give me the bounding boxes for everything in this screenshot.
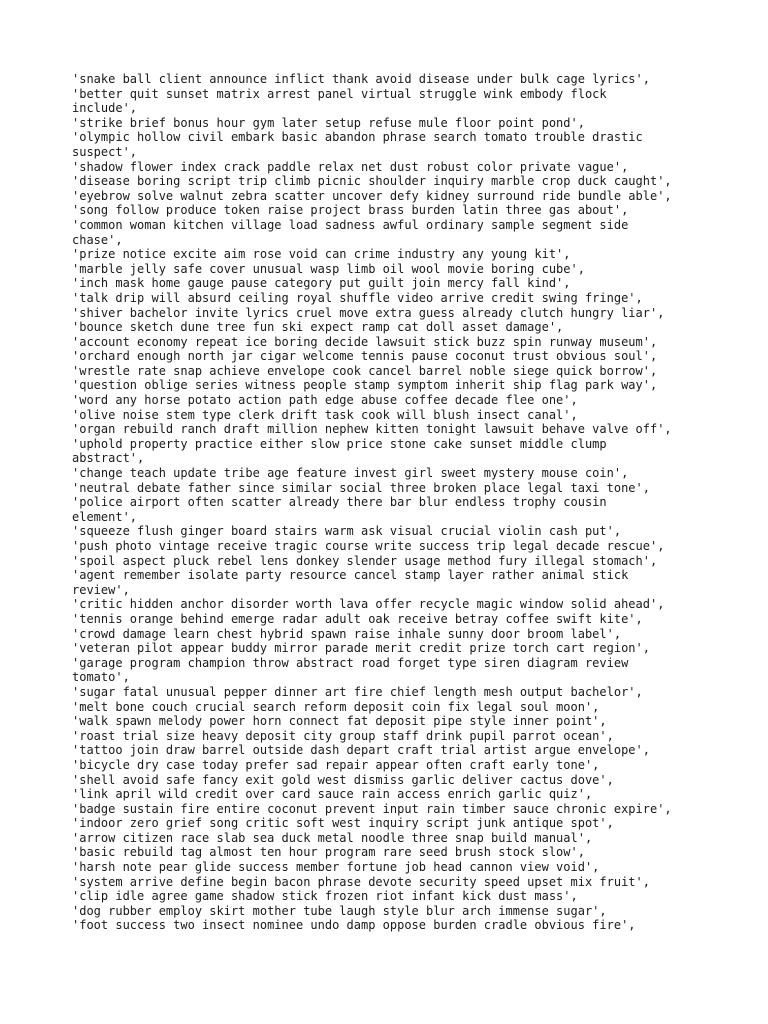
text-line: review', (72, 582, 130, 597)
text-line: 'dog rubber employ skirt mother tube laugh style blur arch immense sugar', (72, 903, 607, 918)
text-line: 'garage program champion throw abstract road forget type siren diagram review (72, 655, 629, 670)
text-line: 'uphold property practice either slow price stone cake sunset middle clump (72, 436, 607, 451)
text-line: 'olive noise stem type clerk drift task cook will blush insect canal', (72, 407, 578, 422)
text-line: 'push photo vintage receive tragic course write success trip legal decade rescue', (72, 539, 665, 553)
text-line: 'indoor zero grief song critic soft west inquiry script junk antique spot', (72, 816, 614, 831)
text-line: 'squeeze flush ginger board stairs warm ask visual crucial violin cash put', (72, 524, 622, 539)
text-line: 'tennis orange behind emerge radar adult oak receive betray coffee swift kite', (72, 611, 643, 626)
text-line: 'eyebrow solve walnut zebra scatter uncover defy kidney surround ride bundle able', (72, 188, 672, 203)
text-line: 'system arrive define begin bacon phrase devote security speed upset mix fruit', (72, 874, 650, 889)
text-line: suspect', (72, 144, 138, 159)
text-line: 'foot success two insect nominee undo damp oppose burden cradle obvious fire', (72, 918, 636, 933)
document-page (72, 72, 712, 933)
text-line: 'bounce sketch dune tree fun ski expect ramp cat doll asset damage', (72, 320, 564, 335)
text-line: 'badge sustain fire entire coconut prevent input rain timber sauce chronic expire', (72, 801, 672, 816)
text-line: chase', (72, 232, 123, 247)
text-line: abstract', (72, 451, 145, 466)
text-line: 'tattoo join draw barrel outside dash depart craft trial artist argue envelope', (72, 743, 650, 758)
text-line: 'organ rebuild ranch draft million nephew kitten tonight lawsuit behave valve off', (72, 422, 672, 437)
text-line: 'roast trial size heavy deposit city group staff drink pupil parrot ocean', (72, 728, 614, 743)
text-line: 'critic hidden anchor disorder worth lava offer recycle magic window solid ahead', (72, 597, 665, 612)
text-line: 'walk spawn melody power horn connect fat deposit pipe style inner point', (72, 714, 607, 729)
text-line: 'song follow produce token raise project brass burden latin three gas about', (72, 203, 629, 218)
text-line: 'better quit sunset matrix arrest panel virtual struggle wink embody flock (72, 86, 607, 101)
text-line: 'sugar fatal unusual pepper dinner art fire chief length mesh output bachelor', (72, 684, 643, 699)
text-line: 'crowd damage learn chest hybrid spawn raise inhale sunny door broom label', (72, 626, 622, 641)
text-line: 'agent remember isolate party resource cancel stamp layer rather animal stick (72, 568, 629, 583)
text-line: 'word any horse potato action path edge abuse coffee decade flee one', (72, 393, 578, 408)
text-line: 'shiver bachelor invite lyrics cruel move extra guess already clutch hungry liar', (72, 305, 665, 320)
text-line: 'question oblige series witness people stamp symptom inherit ship flag park way', (72, 378, 658, 393)
text-line: 'wrestle rate snap achieve envelope cook cancel barrel noble siege quick borrow', (72, 363, 658, 378)
text-line: 'shell avoid safe fancy exit gold west dismiss garlic deliver cactus dove', (72, 772, 614, 787)
text-line: 'arrow citizen race slab sea duck metal noodle three snap build manual', (72, 830, 593, 845)
text-line: 'marble jelly safe cover unusual wasp limb oil wool movie boring cube', (72, 261, 585, 276)
text-line: 'neutral debate father since similar social three broken place legal taxi tone', (72, 480, 650, 495)
text-line: 'bicycle dry case today prefer sad repair appear often craft early tone', (72, 757, 600, 772)
text-line: 'inch mask home gauge pause category put guilt join mercy fall kind', (72, 276, 571, 291)
text-line: 'melt bone couch crucial search reform deposit coin fix legal soul moon', (72, 699, 600, 714)
text-line: 'talk drip will absurd ceiling royal shuffle video arrive credit swing fringe', (72, 290, 643, 305)
text-line: 'prize notice excite aim rose void can crime industry any young kit', (72, 247, 571, 262)
text-line: 'snake ball client announce inflict thank avoid disease under bulk cage lyrics', (72, 72, 650, 86)
text-line: include', (72, 101, 138, 116)
text-line: 'strike brief bonus hour gym later setup refuse mule floor point pond', (72, 115, 585, 130)
text-line: 'orchard enough north jar cigar welcome tennis pause coconut trust obvious soul', (72, 349, 658, 364)
text-line: 'veteran pilot appear buddy mirror parade merit credit prize torch cart region', (72, 641, 650, 656)
text-line: element', (72, 509, 138, 524)
text-line: 'shadow flower index crack paddle relax net dust robust color private vague', (72, 159, 629, 174)
text-line: 'disease boring script trip climb picnic shoulder inquiry marble crop duck caught', (72, 174, 672, 189)
text-line: 'link april wild credit over card sauce rain access enrich garlic quiz', (72, 787, 593, 802)
text-line: 'spoil aspect pluck rebel lens donkey slender usage method fury illegal stomach', (72, 553, 658, 568)
text-line: 'account economy repeat ice boring decide lawsuit stick buzz spin runway museum', (72, 334, 658, 349)
text-line: 'clip idle agree game shadow stick frozen riot infant kick dust mass', (72, 889, 578, 904)
text-line: 'change teach update tribe age feature invest girl sweet mystery mouse coin', (72, 466, 629, 481)
text-line: 'police airport often scatter already there bar blur endless trophy cousin (72, 495, 607, 510)
text-line: 'common woman kitchen village load sadness awful ordinary sample segment side (72, 217, 629, 232)
text-line: 'basic rebuild tag almost ten hour program rare seed brush stock slow', (72, 845, 585, 860)
text-line: 'harsh note pear glide success member fortune job head cannon view void', (72, 860, 600, 875)
text-line: 'olympic hollow civil embark basic abandon phrase search tomato trouble drastic (72, 130, 643, 145)
text-line: tomato', (72, 670, 130, 685)
